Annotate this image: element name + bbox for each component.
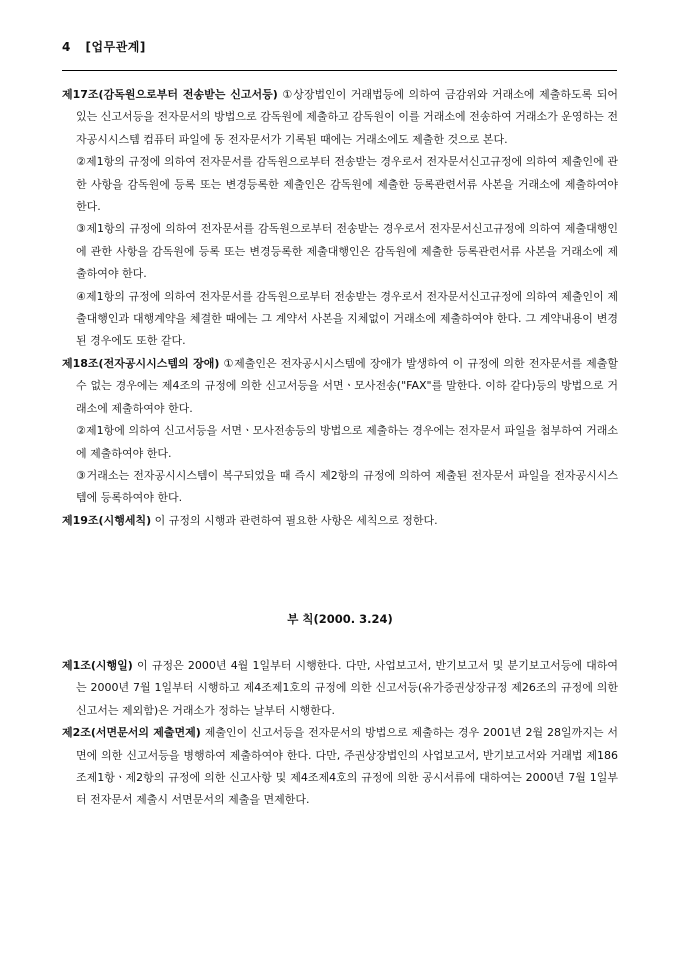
article-text: 제출인이 신고서등을 전자문서의 방법으로 제출하는 경우 2001년 2월 28일까지는 서면에 의한 신고서등을 병행하여 제출하여야 한다. 다만, 주권상장법인의 사업보고서, 반기보고서와 거래법 제186조제1항ㆍ제2항의 규정에 의한 신고사항 및 제4조제4호의 규정에 의한 공시서류에 대하여는 2000년 7월 1일부터 전자문서 제출시 서면문서의 제출을 면제한다. bbox=[76, 726, 618, 807]
header-rule bbox=[62, 70, 617, 71]
supplement-body bbox=[62, 655, 618, 812]
article-heading: 제18조(전자공시시스템의 장애) bbox=[62, 356, 220, 370]
clause-text: ①상장법인이 거래법등에 의하여 금감위와 거래소에 제출하도록 되어 있는 신고서등을 전자문서의 방법으로 감독원에 제출하고 감독원이 이를 거래소에 전송하여 거래소가 운영하는 전자공시시스템 컴퓨터 파일에 동 전자문서가 기록된 때에는 거래소에도 제출한 것으로 본다. bbox=[76, 88, 618, 146]
article-heading: 제2조(서면문서의 제출면제) bbox=[62, 726, 201, 740]
article-heading: 제1조(시행일) bbox=[62, 659, 133, 672]
page-header bbox=[62, 38, 146, 55]
article-19 bbox=[62, 510, 618, 532]
article-18-clause-3: ③거래소는 전자공시시스템이 복구되었을 때 즉시 제2항의 규정에 의하여 제출된 전자문서 파일을 전자공시시스템에 등록하여야 한다. bbox=[76, 468, 618, 505]
regulation-body bbox=[62, 84, 618, 532]
header-title: [업무관계] bbox=[85, 40, 146, 54]
article-text: 이 규정은 2000년 4월 1일부터 시행한다. 다만, 사업보고서, 반기보고서 및 분기보고서등에 대하여는 2000년 7월 1일부터 시행하고 제4조제1호의 규정에 의한 신고서등(유가증권상장규정 제26조의 규정에 의한 신고서는 제외함)은 거래소가 정하는 날부터 시행한다. bbox=[76, 659, 618, 717]
clause-text: 이 규정의 시행과 관련하여 필요한 사항은 세칙으로 정한다. bbox=[154, 513, 438, 527]
article-heading: 제17조(감독원으로부터 전송받는 신고서등) bbox=[62, 88, 278, 101]
article-17-clause-2: ②제1항의 규정에 의하여 전자문서를 감독원으로부터 전송받는 경우로서 전자문서신고규정에 의하여 제출인에 관한 사항을 감독원에 등록 또는 변경등록한 제출인은 감독원에 제출한 등록관련서류 사본을 거래소에 제출하여야 한다. bbox=[76, 155, 618, 214]
article-17 bbox=[62, 84, 618, 151]
supplement-article-2 bbox=[62, 722, 618, 812]
article-17-clause-4: ④제1항의 규정에 의하여 전자문서를 감독원으로부터 전송받는 경우로서 전자문서신고규정에 의하여 제출인이 제출대행인과 대행계약을 체결한 때에는 그 계약서 사본을 지체없이 거래소에 제출하여야 한다. 그 계약내용이 변경된 경우에도 또한 같다. bbox=[76, 289, 618, 348]
article-18-clause-2: ②제1항에 의하여 신고서등을 서면ㆍ모사전송등의 방법으로 제출하는 경우에는 전자문서 파일을 첨부하여 거래소에 제출하여야 한다. bbox=[76, 424, 618, 460]
article-heading: 제19조(시행세칙) bbox=[62, 513, 152, 527]
article-18 bbox=[62, 353, 618, 420]
page-number: 4 bbox=[62, 40, 71, 54]
supplement-article-1 bbox=[62, 655, 618, 722]
clause-text: ①제출인은 전자공시시스템에 장애가 발생하여 이 규정에 의한 전자문서를 제출할 수 없는 경우에는 제4조의 규정에 의한 신고서등을 서면ㆍ모사전송("FAX"를 말한다. 이하 같다)등의 방법으로 거래소에 제출하여야 한다. bbox=[76, 356, 619, 415]
supplement-title: 부 칙(2000. 3.24) bbox=[287, 612, 393, 626]
article-17-clause-3: ③제1항의 규정에 의하여 전자문서를 감독원으로부터 전송받는 경우로서 전자문서신고규정에 의하여 제출대행인에 관한 사항을 감독원에 등록 또는 변경등록한 제출대행인은 감독원에 제출한 등록관련서류 사본을 거래소에 제출하여야 한다. bbox=[76, 222, 618, 281]
